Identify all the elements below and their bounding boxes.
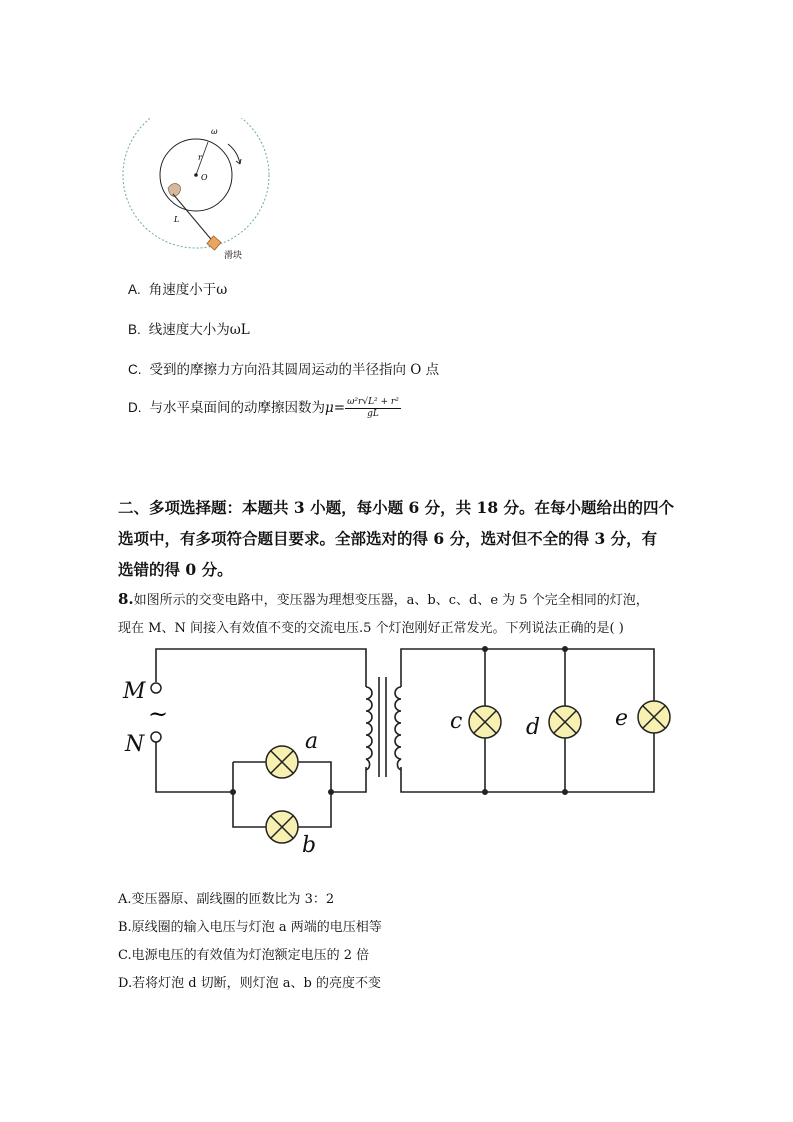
q7-option-d: D. 与水平桌面间的动摩擦因数为μ= $\frac{\text{ω²r√L² + r²}}{gL}$	[128, 397, 399, 419]
q7-option-c: C. 受到的摩擦力方向沿其圆周运动的半径指向 O 点	[128, 362, 440, 378]
outer-dashed-circle	[123, 118, 269, 248]
label-e: e	[615, 706, 629, 731]
label-d: d	[526, 715, 541, 740]
lamp-d	[549, 706, 581, 738]
lamp-a	[266, 746, 298, 778]
label-a: a	[305, 729, 319, 754]
section2-heading: 二、多项选择题：本题共 3 小题，每小题 6 分，共 18 分。在每小题给出的四个 选项中，有多项符合题目要求。全部选对的得 6 分，选对但不全的得 3 分，有 选错的得 0 分。	[118, 498, 675, 579]
q8-option-b: B.原线圈的输入电压与灯泡 a 两端的电压相等	[118, 920, 382, 935]
circular-motion-figure	[118, 118, 278, 268]
terminal-m	[151, 683, 161, 693]
rotation-arrow	[228, 144, 240, 164]
label-b: b	[302, 833, 317, 857]
q8-option-a: A.变压器原、副线圈的匝数比为 3：2	[118, 892, 335, 907]
friction-formula-fraction: $\frac{\text{ω²r√L² + r²}}{gL}$	[347, 397, 399, 419]
string-label: L	[174, 215, 180, 224]
center-label: O	[201, 173, 208, 182]
label-m: M	[123, 679, 146, 704]
slider-label: 滑块	[224, 251, 243, 261]
omega-label: ω	[211, 127, 218, 136]
radius-label: r	[198, 153, 202, 162]
terminal-n	[151, 732, 161, 742]
q8-option-d: D.若将灯泡 d 切断，则灯泡 a、b 的亮度不变	[118, 976, 382, 991]
q7-option-b: B. 线速度大小为ωL	[128, 322, 250, 338]
q7-option-a: A. 角速度小于ω	[128, 282, 228, 298]
hand-icon	[168, 183, 181, 196]
transformer-circuit-figure	[118, 642, 678, 857]
q8-option-c: C.电源电压的有效值为灯泡额定电压的 2 倍	[118, 948, 370, 963]
label-c: c	[450, 709, 463, 734]
slider-block	[207, 236, 221, 250]
lamp-b	[266, 811, 298, 843]
q8-stem: 8.如图所示的交变电路中，变压器为理想变压器，a、b、c、d、e 为 5 个完全相同的灯泡， 现在 M、N 间接入有效值不变的交流电压.5 个灯泡刚好正常发光。下列说法正确的是( )	[118, 590, 649, 636]
label-n: N	[125, 732, 145, 757]
ac-symbol: ~	[148, 700, 169, 728]
lamp-e	[638, 701, 670, 733]
lamp-c	[469, 706, 501, 738]
